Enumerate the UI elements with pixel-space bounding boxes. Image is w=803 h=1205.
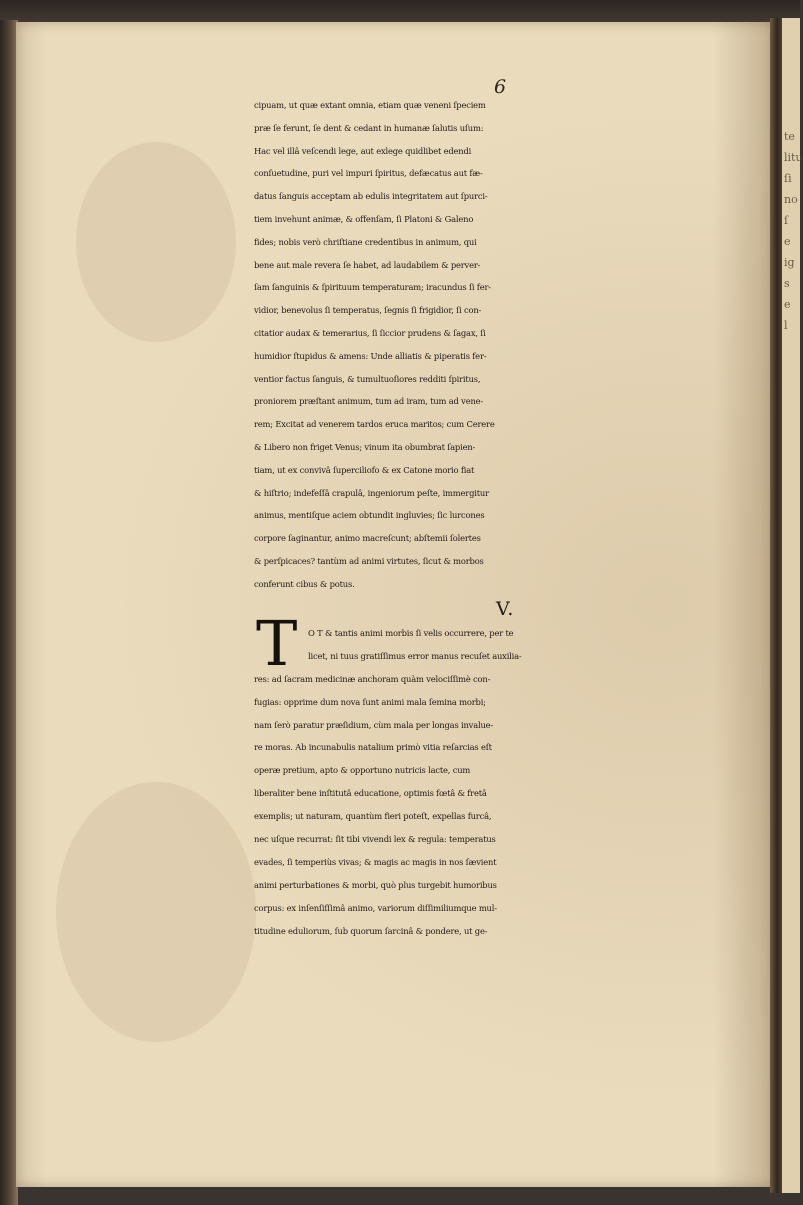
section-numeral: V. — [496, 598, 515, 620]
text-line: nec uſque recurrat: ſit tibi vivendi lex & regula: temperatus — [254, 834, 496, 845]
text-line: corpus: ex inſenſiſſimâ animo, variorum diſſimiliumque mul- — [254, 902, 497, 913]
text-line: citatior audax & temerarius, ſi ſiccior prudens & ſagax, ſi — [254, 327, 486, 338]
text-line: re moras. Ab incunabulis natalium primò vitia reſarcias eſt — [254, 742, 492, 753]
text-line: corpore ſaginantur, animo macreſcunt; abſtemii ſolertes — [254, 533, 481, 544]
text-line: vidior, benevolus ſi temperatus, ſegnis ſi frigidior, ſi con- — [254, 305, 482, 316]
drop-cap: T — [256, 607, 298, 680]
text-line: conſuetudine, puri vel impuri ſpiritus, defæcatus aut fæ- — [254, 168, 483, 179]
text-line: & Libero non friget Venus; vinum ita obumbrat ſapien- — [254, 441, 476, 452]
text-line: tiem invehunt animæ, & offenſam, ſi Platoni & Galeno — [254, 213, 474, 224]
page-number: 6 — [494, 76, 507, 98]
text-line: res: ad ſacram medicinæ anchoram quàm velociſſimè con- — [254, 673, 491, 684]
text-line: O T & tantis animi morbis ſi velis occurrere, per te — [308, 628, 514, 638]
text-line: cipuam, ut quæ extant omnia, etiam quæ veneni ſpeciem — [254, 100, 486, 110]
text-line: fides; nobis verò chriſtiane credentibus in animum, qui — [254, 236, 477, 247]
text-line: nam ſerò paratur præſidium, cùm mala per longas invalue- — [254, 719, 494, 730]
text-line: bene aut male revera ſe habet, ad laudabilem & perver- — [254, 259, 481, 270]
text-line: animus, mentiſque aciem obtundit ingluvies; ſic lurcones — [254, 510, 485, 521]
text-line: operæ pretium, apto & opportuno nutricis lacte, cum — [254, 765, 471, 776]
paper-stain — [56, 782, 256, 1042]
text-line: & hiſtrio; indefeſſâ crapulâ, ingeniorum peſte, immergitur — [254, 487, 489, 498]
text-line: licet, ni tuus gratiſſimus error manus recuſet auxilia- — [308, 650, 522, 661]
text-line: proniorem præſtant animum, tum ad iram, tum ad vene- — [254, 396, 484, 407]
text-line: evades, ſi temperiùs vivas; & magis ac magis in nos ſævient — [254, 856, 497, 867]
text-line: humidior ſtupidus & amens: Unde alliatis & piperatis fer- — [254, 350, 487, 361]
text-line: datus ſanguis acceptam ab edulis integritatem aut ſpurci- — [254, 191, 488, 202]
text-line: ventior factus ſanguis, & tumultuoſiores redditi ſpiritus, — [254, 373, 481, 384]
text-line: animi perturbationes & morbi, quò plus turgebit humoribus — [254, 879, 497, 890]
section-text — [254, 622, 774, 942]
text-line: Hac vel illâ veſcendi lege, aut exlege quidlibet edendi — [254, 145, 472, 156]
paper-stain — [76, 142, 236, 342]
text-line: liberaliter bene inſtitutâ educatione, optimis fœtâ & fretâ — [254, 788, 487, 799]
text-line: fugias: opprime dum nova ſunt animi mala ſemina morbi; — [254, 696, 486, 707]
text-line: tiam, ut ex convivâ ſuperciliofo & ex Catone morio fiat — [254, 464, 475, 475]
text-line: rem; Excitat ad venerem tardos eruca maritos; cum Cerere — [254, 419, 495, 430]
main-text — [254, 94, 774, 596]
text-line: conferunt cibus & potus. — [254, 578, 355, 589]
text-line: titudine eduliorum, ſub quorum ſarcinâ & pondere, ut ge- — [254, 925, 488, 936]
text-line: exemplis; ut naturam, quantùm fieri poteſt, expellas furcâ, — [254, 811, 492, 822]
text-line: & perſpicaces? tantùm ad animi virtutes, ſicut & morbos — [254, 555, 484, 566]
facing-page-edge — [782, 18, 803, 1193]
facing-page-fragment: te litu ſi no ſ e ig s e l — [784, 130, 803, 332]
text-line: præ ſe ferunt, ſe dent & cedant in humanæ ſalutis uſum: — [254, 122, 484, 133]
text-line: ſam ſanguinis & ſpirituum temperaturam; iracundus ſi fer- — [254, 282, 491, 293]
